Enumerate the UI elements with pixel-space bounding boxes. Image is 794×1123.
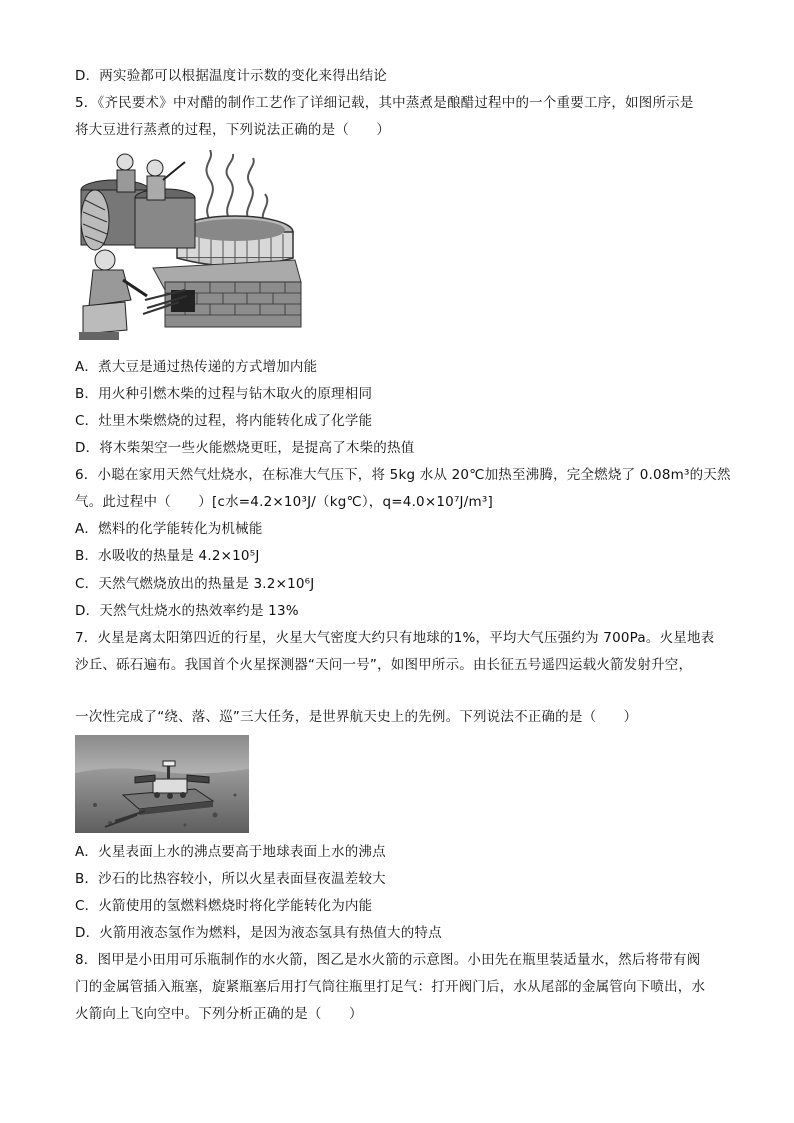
q5-option-a: A．煮大豆是通过热传递的方式增加内能 — [75, 359, 318, 375]
q5-stem-line2: 将大豆进行蒸煮的过程，下列说法正确的是（ ） — [75, 122, 391, 138]
q7-option-a: A．火星表面上水的沸点要高于地球表面上水的沸点 — [75, 844, 386, 860]
q5-option-c: C．灶里木柴燃烧的过程，将内能转化成了化学能 — [75, 413, 373, 429]
soybean-cooking-illustration — [75, 150, 303, 347]
mars-rover-photo — [75, 735, 249, 833]
q5-stem-line1: 5．《齐民要术》中对醋的制作工艺作了详细记载，其中蒸煮是酿醋过程中的一个重要工序，如图所示是 — [75, 95, 694, 111]
q7-option-d: D．火箭用液态氢作为燃料，是因为液态氢具有热值大的特点 — [75, 925, 442, 941]
q7-stem-line3: 一次性完成了“绕、落、巡”三大任务，是世界航天史上的先例。下列说法不正确的是（ ） — [75, 709, 638, 725]
q6-option-b: B．水吸收的热量是 4.2×10⁵J — [75, 548, 260, 564]
q8-stem-line3: 火箭向上飞向空中。下列分析正确的是（ ） — [75, 1006, 363, 1022]
q6-option-d: D．天然气灶烧水的热效率约是 13% — [75, 603, 299, 619]
q6-stem-line2: 气。此过程中（ ）[c水=4.2×10³J/（kg℃），q=4.0×10⁷J/m³] — [75, 494, 493, 510]
q5-option-b: B．用火种引燃木柴的过程与钻木取火的原理相同 — [75, 386, 373, 402]
q5-option-d: D．将木柴架空一些火能燃烧更旺，是提高了木柴的热值 — [75, 440, 415, 456]
q8-stem-line2: 门的金属管插入瓶塞，旋紧瓶塞后用打气筒往瓶里打足气：打开阀门后，水从尾部的金属管向下喷出，水 — [75, 979, 706, 995]
q8-stem-line1: 8．图甲是小田用可乐瓶制作的水火箭，图乙是水火箭的示意图。小田先在瓶里装适量水，然后将带有阀 — [75, 952, 701, 968]
q7-option-b: B．沙石的比热容较小，所以火星表面昼夜温差较大 — [75, 871, 386, 887]
q4-option-d: D．两实验都可以根据温度计示数的变化来得出结论 — [75, 68, 387, 84]
q7-stem-line2: 沙丘、砾石遍布。我国首个火星探测器“天问一号”，如图甲所示。由长征五号遥四运载火箭发射升空， — [75, 657, 693, 673]
q6-stem-line1: 6．小聪在家用天然气灶烧水，在标准大气压下，将 5kg 水从 20℃加热至沸腾，完全燃烧了 0.08m³的天然 — [75, 467, 731, 483]
q7-stem-line1: 7．火星是离太阳第四近的行星，火星大气密度大约只有地球的1%，平均大气压强约为 700Pa。火星地表 — [75, 630, 715, 646]
q6-option-a: A．燃料的化学能转化为机械能 — [75, 521, 263, 537]
q7-option-c: C．火箭使用的氢燃料燃烧时将化学能转化为内能 — [75, 898, 373, 914]
q6-option-c: C．天然气燃烧放出的热量是 3.2×10⁶J — [75, 576, 315, 592]
